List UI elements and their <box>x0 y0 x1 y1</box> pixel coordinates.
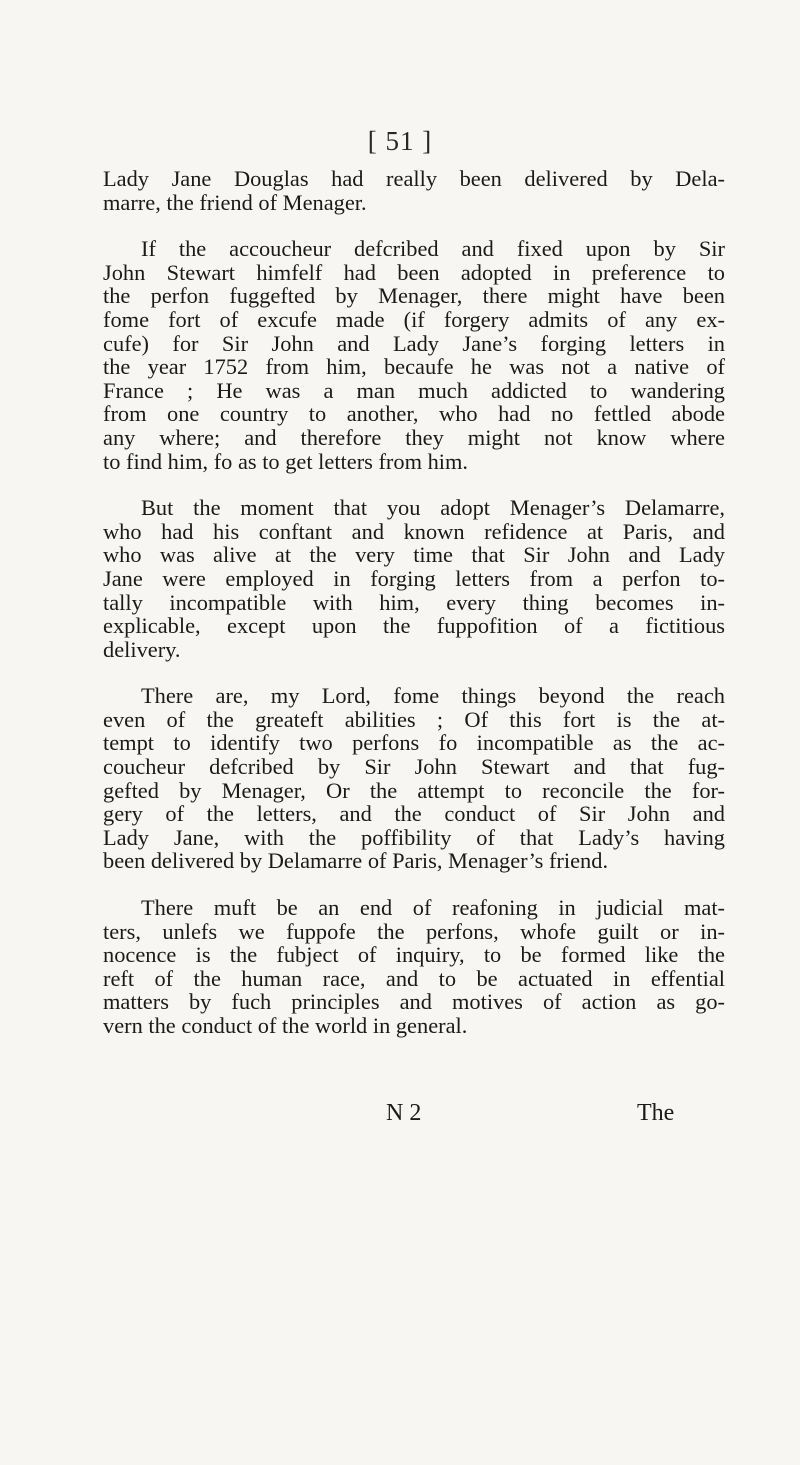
text-line: tempt to identify two perfons fo incompatible as the ac- <box>103 730 725 756</box>
paragraph <box>103 167 725 214</box>
text-line: If the accoucheur defcribed and fixed upon by Sir <box>141 236 725 262</box>
text-line: been delivered by Delamarre of Paris, Menager’s friend. <box>103 848 609 874</box>
text-line: But the moment that you adopt Menager’s Delamarre, <box>141 495 725 521</box>
page-footer <box>0 1100 800 1130</box>
text-line: cufe) for Sir John and Lady Jane’s forging letters in <box>103 330 725 356</box>
text-line: gery of the letters, and the conduct of Sir John and <box>103 801 725 827</box>
text-line: explicable, except upon the fuppofition of a fictitious <box>103 613 725 639</box>
text-line: vern the conduct of the world in general. <box>103 1013 468 1038</box>
text-line: Jane were employed in forging letters from a perfon to- <box>103 565 725 591</box>
text-line: marre, the friend of Menager. <box>103 189 367 215</box>
text-line: Lady Jane Douglas had really been delivered by Dela- <box>103 166 725 191</box>
text-line: the year 1752 from him, becaufe he was not a native of <box>103 354 725 380</box>
text-line: to find him, fo as to get letters from him. <box>103 448 469 474</box>
text-line: nocence is the fubject of inquiry, to be formed like the <box>103 942 725 968</box>
text-line: even of the greateft abilities ; Of this fort is the at- <box>103 706 725 732</box>
page-number-header: [ 51 ] <box>367 126 433 156</box>
text-line: France ; He was a man much addicted to wandering <box>103 377 725 403</box>
text-line: from one country to another, who had no fettled abode <box>103 401 725 427</box>
text-line: There are, my Lord, fome things beyond the reach <box>141 683 725 709</box>
text-line: the perfon fuggefted by Menager, there might have been <box>103 283 725 309</box>
text-line: matters by fuch principles and motives of action as go- <box>103 989 725 1015</box>
catchword: The <box>637 1100 675 1126</box>
signature-mark: N 2 <box>386 1100 422 1126</box>
text-line: There muft be an end of reafoning in judicial mat- <box>141 895 725 921</box>
paragraph <box>103 684 725 873</box>
text-line: fome fort of excufe made (if forgery admits of any ex- <box>103 306 725 332</box>
text-line: reft of the human race, and to be actuated in effential <box>103 965 725 991</box>
text-line: Lady Jane, with the poffibility of that Lady’s having <box>103 824 725 850</box>
body-text <box>103 167 725 1038</box>
text-line: who had his conftant and known refidence at Paris, and <box>103 518 725 544</box>
text-line: John Stewart himfelf had been adopted in preference to <box>103 259 725 285</box>
text-line: tally incompatible with him, every thing becomes in- <box>103 589 725 615</box>
text-line: any where; and therefore they might not know where <box>103 424 725 450</box>
paragraph <box>103 496 725 661</box>
paragraph <box>103 237 725 473</box>
paragraph <box>103 896 725 1038</box>
text-line: coucheur defcribed by Sir John Stewart and that fug- <box>103 754 725 780</box>
text-line: gefted by Menager, Or the attempt to reconcile the for- <box>103 777 725 803</box>
text-line: who was alive at the very time that Sir John and Lady <box>103 542 725 568</box>
text-line: ters, unlefs we fuppofe the perfons, whofe guilt or in- <box>103 918 725 944</box>
text-line: delivery. <box>103 636 181 662</box>
